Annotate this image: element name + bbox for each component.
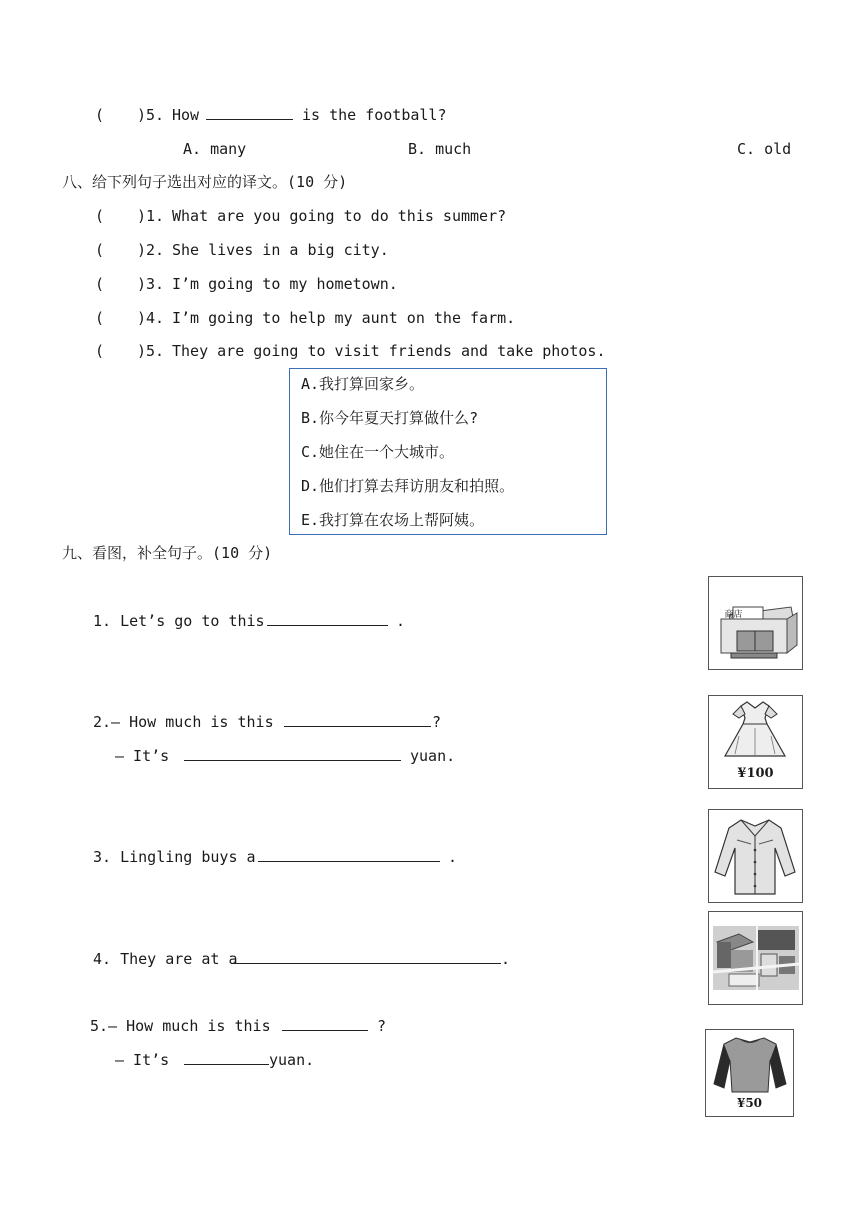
- translation-options-box: [289, 368, 607, 535]
- s9-q1-blank[interactable]: [267, 611, 388, 631]
- s9-q5-question: 5.— How much is this: [90, 1017, 271, 1035]
- s8-item-paren: (: [95, 309, 105, 327]
- s9-q2-blank[interactable]: [284, 712, 431, 732]
- section9-heading: 九、看图，补全句子。(10 分): [62, 544, 273, 562]
- dress-picture: [708, 695, 803, 789]
- dress-price-label: ¥100: [737, 766, 774, 781]
- s9-q2-answer: — It’s: [115, 747, 170, 765]
- s8-item-paren: (: [95, 342, 105, 360]
- q7-5-option-c: C. old: [737, 140, 792, 158]
- translation-option: B.你今年夏天打算做什么?: [301, 409, 479, 427]
- q7-5-number: )5.: [137, 106, 165, 124]
- s9-q4-blank[interactable]: [231, 949, 501, 969]
- translation-option: A.我打算回家乡。: [301, 375, 425, 393]
- s9-q2-unit: yuan.: [410, 747, 456, 765]
- s9-q5-mark: ?: [377, 1017, 387, 1035]
- sweater-price-label: ¥50: [736, 1096, 763, 1110]
- shop-sign-text: 商店: [724, 610, 743, 620]
- s9-q5-unit: yuan.: [269, 1051, 315, 1069]
- q7-5-paren: (: [95, 106, 105, 124]
- s9-q1-end: .: [396, 612, 406, 630]
- section8-heading: 八、给下列句子选出对应的译文。(10 分): [62, 173, 348, 191]
- s9-q5-answer-blank[interactable]: [184, 1050, 269, 1070]
- q7-5-text-start: How: [172, 106, 200, 124]
- translation-option: E.我打算在农场上帮阿姨。: [301, 511, 485, 529]
- s8-item-text: She lives in a big city.: [172, 241, 389, 259]
- translation-option: D.他们打算去拜访朋友和拍照。: [301, 477, 515, 495]
- city-picture: [708, 911, 803, 1005]
- s8-item-number: )1.: [137, 207, 165, 225]
- s8-item-paren: (: [95, 275, 105, 293]
- q7-5-text-end: is the football?: [302, 106, 447, 124]
- q7-5-blank[interactable]: [206, 105, 293, 125]
- s8-item-text: What are you going to do this summer?: [172, 207, 507, 225]
- shirt-picture: [708, 809, 803, 903]
- sweater-picture: [705, 1029, 794, 1117]
- q7-5-option-a: A. many: [183, 140, 247, 158]
- s8-item-text: I’m going to my hometown.: [172, 275, 398, 293]
- s9-q2-answer-blank[interactable]: [184, 746, 401, 766]
- s9-q5-blank[interactable]: [282, 1016, 368, 1036]
- s8-item-number: )2.: [137, 241, 165, 259]
- s9-q5-answer: — It’s: [115, 1051, 170, 1069]
- s8-item-text: I’m going to help my aunt on the farm.: [172, 309, 516, 327]
- s8-item-number: )5.: [137, 342, 165, 360]
- translation-option: C.她住在一个大城市。: [301, 443, 455, 461]
- s9-q3-blank[interactable]: [258, 847, 440, 867]
- s9-q3-text: 3. Lingling buys a: [93, 848, 256, 866]
- shop-picture: [708, 576, 803, 670]
- s9-q3-end: .: [448, 848, 458, 866]
- s8-item-text: They are going to visit friends and take photos.: [172, 342, 606, 360]
- s9-q4-text: 4. They are at a: [93, 950, 238, 968]
- s8-item-paren: (: [95, 207, 105, 225]
- s9-q2-mark: ?: [432, 713, 442, 731]
- s8-item-paren: (: [95, 241, 105, 259]
- s9-q2-question: 2.— How much is this: [93, 713, 274, 731]
- s8-item-number: )4.: [137, 309, 165, 327]
- s9-q1-text: 1. Let’s go to this: [93, 612, 265, 630]
- s9-q4-end: .: [501, 950, 511, 968]
- q7-5-option-b: B. much: [408, 140, 472, 158]
- s8-item-number: )3.: [137, 275, 165, 293]
